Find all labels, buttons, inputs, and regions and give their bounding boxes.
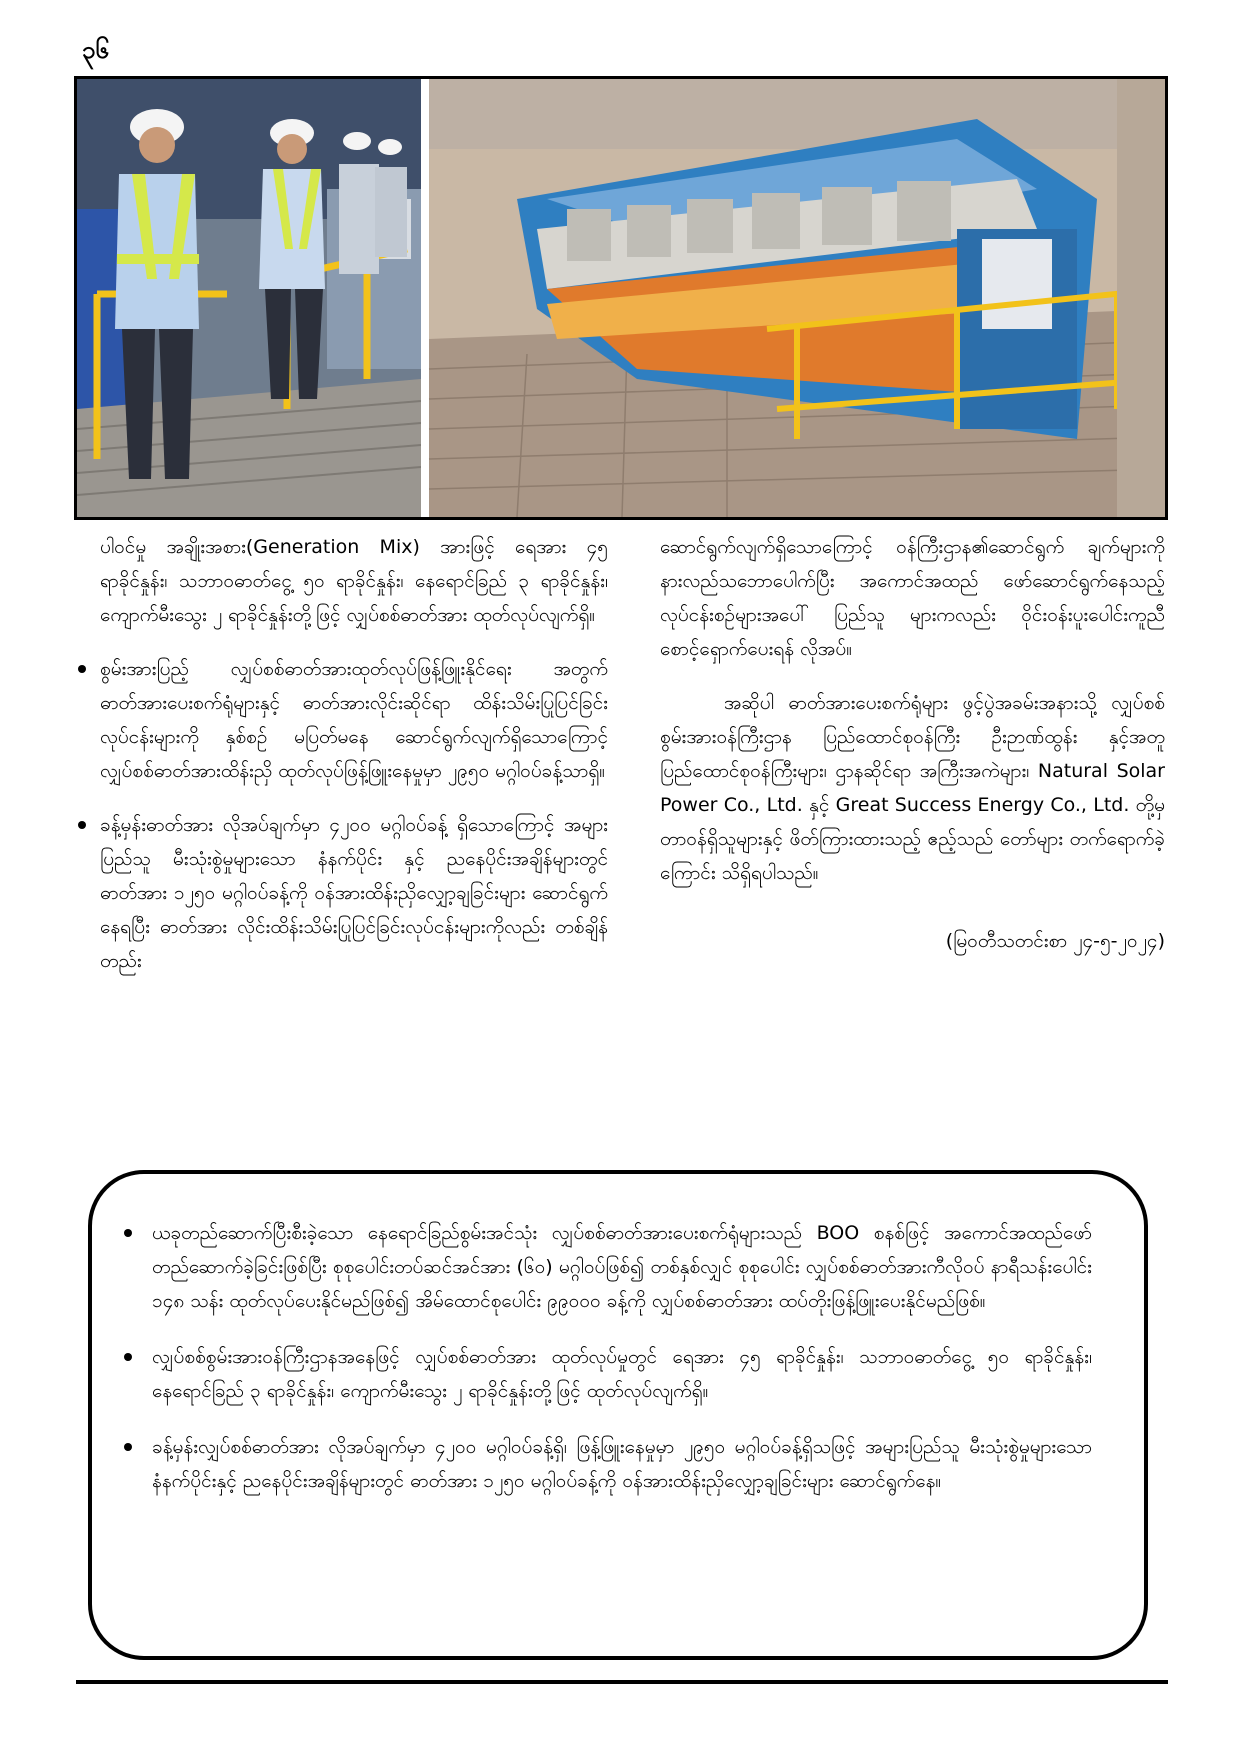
photo-collage (74, 76, 1168, 520)
page-number: ၃၆ (82, 36, 109, 64)
summary-bullet-item: လျှပ်စစ်စွမ်းအားဝန်ကြီးဌာနအနေဖြင့် လျှပ်စစ်ဓာတ်အား ထုတ်လုပ်မှုတွင် ရေအား ၄၅ ရာခိုင်နှုန်း၊ သဘာဝဓာတ်ငွေ့ ၅၀ ရာခိုင်နှုန်း၊ နေရောင်ခြည် ၃ ရာခိုင်နှုန်း၊ ကျောက်မီးသွေး ၂ ရာခိုင်နှုန်းတို့ဖြင့် ထုတ်လုပ်လျက်ရှိ။ (152, 1340, 1092, 1408)
left-article-column (100, 530, 608, 998)
right-paragraph-2: အဆိုပါ ဓာတ်အားပေးစက်ရုံများ ဖွင့်ပွဲအခမ်းအနားသို့ လျှပ်စစ်စွမ်းအားဝန်ကြီးဌာန ပြည်ထောင်စုဝန်ကြီး ဦးဉာဏ်ထွန်း နှင့်အတူ ပြည်ထောင်စုဝန်ကြီးများ၊ ဌာနဆိုင်ရာ အကြီးအကဲများ၊ Natural Solar Power Co., Ltd. နှင့် Great Success Energy Co., Ltd. တို့မှ တာဝန်ရှိသူများနှင့် ဖိတ်ကြားထားသည့် ဧည့်သည် တော်များ တက်ရောက်ခဲ့ကြောင်း သိရှိရပါသည်။ (660, 692, 1165, 884)
left-bullet-item: ခန့်မှန်းဓာတ်အား လိုအပ်ချက်မှာ ၄၂၀၀ မဂ္ဂါဝပ်ခန့် ရှိသောကြောင့် အများပြည်သူ မီးသုံးစွဲမှုများသော နံနက်ပိုင်း နှင့် ညနေပိုင်းအချိန်များတွင် ဓာတ်အား ၁၂၅၀ မဂ္ဂါဝပ်ခန့်ကို ဝန်အားထိန်းညှိလျှော့ချခြင်းများ ဆောင်ရွက်နေရပြီး ဓာတ်အား လိုင်းထိန်းသိမ်းပြုပြင်ခြင်းလုပ်ငန်းများကိုလည်း တစ်ချိန်တည်း (100, 808, 608, 978)
officials-touring-plant-photo (77, 79, 421, 517)
right-paragraph-1: ဆောင်ရွက်လျက်ရှိသောကြောင့် ဝန်ကြီးဌာန၏ဆောင်ရွက် ချက်များကို နားလည်သဘောပေါက်ပြီး အကောင်အထည် ဖော်ဆောင်ရွက်နေသည့် လုပ်ငန်းစဉ်များအပေါ် ပြည်သူ များကလည်း ဝိုင်းဝန်းပူးပေါင်းကူညီစောင့်ရှောက်ပေးရန် လိုအပ်။ (660, 536, 1165, 660)
summary-bullet-list (152, 1216, 1092, 1498)
right-article-column (660, 530, 1165, 958)
summary-box (88, 1170, 1148, 1660)
gas-engine-generators-photo (429, 79, 1165, 517)
bottom-divider (76, 1680, 1168, 1684)
left-bullet-item: စွမ်းအားပြည့် လျှပ်စစ်ဓာတ်အားထုတ်လုပ်ဖြန့်ဖြူးနိုင်ရေး အတွက် ဓာတ်အားပေးစက်ရုံများနှင့် ဓာတ်အားလိုင်းဆိုင်ရာ ထိန်းသိမ်းပြုပြင်ခြင်းလုပ်ငန်းများကို နှစ်စဉ် မပြတ်မနေ ဆောင်ရွက်လျက်ရှိသောကြောင့် လျှပ်စစ်ဓာတ်အားထိန်းညှိ ထုတ်လုပ်ဖြန့်ဖြူးနေမှုမှာ ၂၉၅၀ မဂ္ဂါဝပ်ခန့်သာရှိ။ (100, 652, 608, 788)
summary-bullet-item: ခန့်မှန်းလျှပ်စစ်ဓာတ်အား လိုအပ်ချက်မှာ ၄၂၀၀ မဂ္ဂါဝပ်ခန့်ရှိ၊ ဖြန့်ဖြူးနေမှုမှာ ၂၉၅၀ မဂ္ဂါဝပ်ခန့်ရှိသဖြင့် အများပြည်သူ မီးသုံးစွဲမှုများသော နံနက်ပိုင်းနှင့် ညနေပိုင်းအချိန်များတွင် ဓာတ်အား ၁၂၅၀ မဂ္ဂါဝပ်ခန့်ကို ဝန်အားထိန်းညှိလျှော့ချခြင်းများ ဆောင်ရွက်နေ။ (152, 1430, 1092, 1498)
summary-bullet-item: ယခုတည်ဆောက်ပြီးစီးခဲ့သော နေရောင်ခြည်စွမ်းအင်သုံး လျှပ်စစ်ဓာတ်အားပေးစက်ရုံများသည် BOO စနစ်ဖြင့် အကောင်အထည်ဖော်တည်ဆောက်ခဲ့ခြင်းဖြစ်ပြီး စုစုပေါင်းတပ်ဆင်အင်အား (၆၀) မဂ္ဂါဝပ်ဖြစ်၍ တစ်နှစ်လျှင် စုစုပေါင်း လျှပ်စစ်ဓာတ်အားကီလိုဝပ် နာရီသန်းပေါင်း ၁၄၈ သန်း ထုတ်လုပ်ပေးနိုင်မည်ဖြစ်၍ အိမ်ထောင်စုပေါင်း ၉၉၀၀၀ ခန့်ကို လျှပ်စစ်ဓာတ်အား ထပ်တိုးဖြန့်ဖြူးပေးနိုင်မည်ဖြစ်။ (152, 1216, 1092, 1318)
news-source-citation: (မြဝတီသတင်းစာ ၂၄-၅-၂၀၂၄) (945, 930, 1165, 952)
left-intro-paragraph: ပါဝင်မှု အချိုးအစား(Generation Mix) အားဖြင့် ရေအား ၄၅ ရာခိုင်နှုန်း၊ သဘာဝဓာတ်ငွေ့ ၅၀ ရာခိုင်နှုန်း၊ နေရောင်ခြည် ၃ ရာခိုင်နှုန်း၊ ကျောက်မီးသွေး ၂ ရာခိုင်နှုန်းတို့ဖြင့် လျှပ်စစ်ဓာတ်အား ထုတ်လုပ်လျက်ရှိ။ (100, 536, 608, 626)
left-bullet-list (100, 652, 608, 978)
